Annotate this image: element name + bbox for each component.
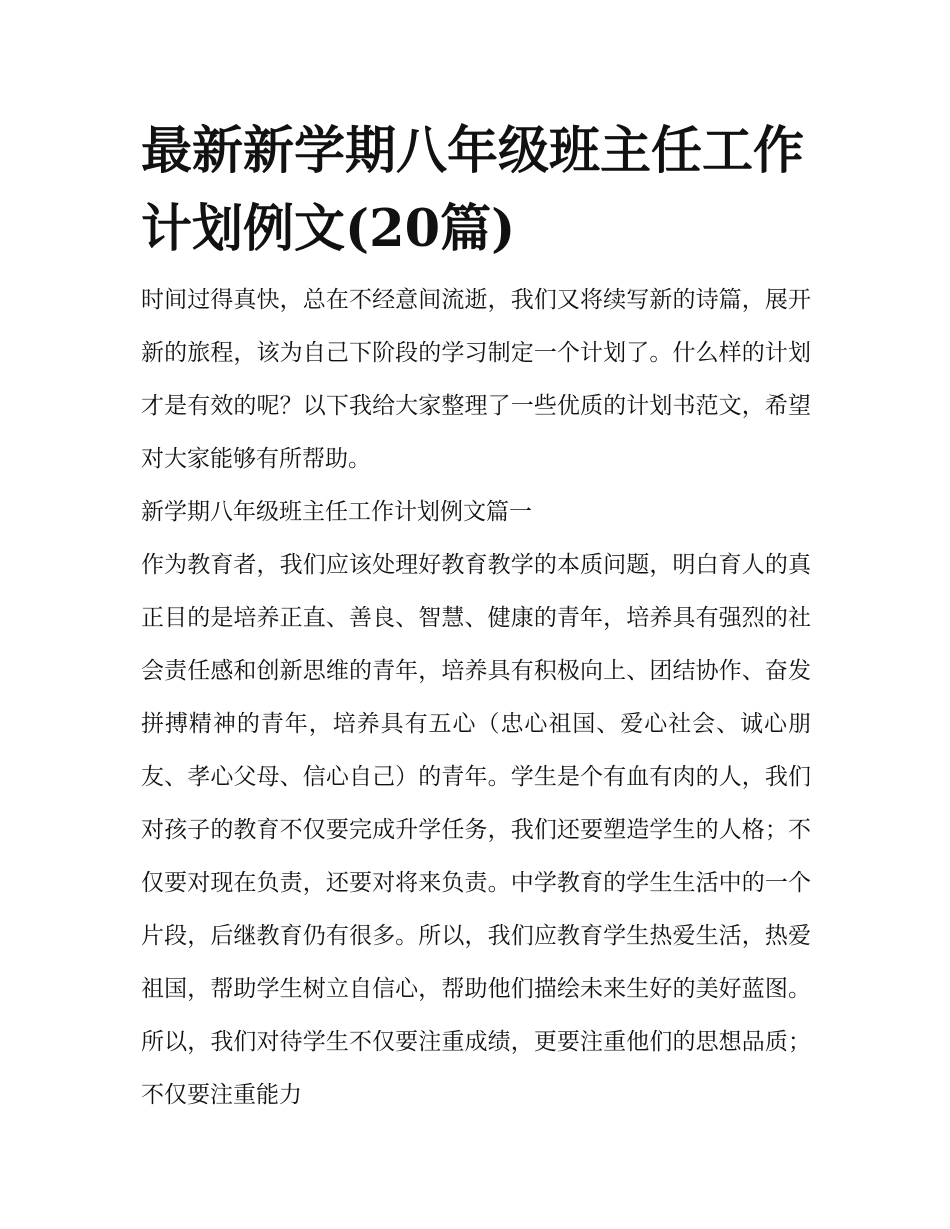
document-title: 最新新学期八年级班主任工作计划例文(20篇) [141, 121, 805, 259]
document-page [141, 112, 811, 1122]
section-heading: 新学期八年级班主任工作计划例文篇一 [141, 499, 532, 525]
intro-paragraph: 时间过得真快，总在不经意间流逝，我们又将续写新的诗篇，展开新的旅程，该为自己下阶段的学习制定一个计划了。什么样的计划才是有效的呢？以下我给大家整理了一些优质的计划书范文，希望对大家能够有所帮助。 [141, 287, 811, 472]
body-paragraph: 作为教育者，我们应该处理好教育教学的本质问题，明白育人的真正目的是培养正直、善良、智慧、健康的青年，培养具有强烈的社会责任感和创新思维的青年，培养具有积极向上、团结协作、奋发拼搏精神的青年，培养具有五心（忠心祖国、爱心社会、诚心朋友、孝心父母、信心自己）的青年。学生是个有血有肉的人，我们对孩子的教育不仅要完成升学任务，我们还要塑造学生的人格；不仅要对现在负责，还要对将来负责。中学教育的学生生活中的一个片段，后继教育仍有很多。所以，我们应教育学生热爱生活，热爱祖国，帮助学生树立自信心，帮助他们描绘未来生好的美好蓝图。所以，我们对待学生不仅要注重成绩，更要注重他们的思想品质；不仅要注重能力 [141, 552, 811, 1108]
